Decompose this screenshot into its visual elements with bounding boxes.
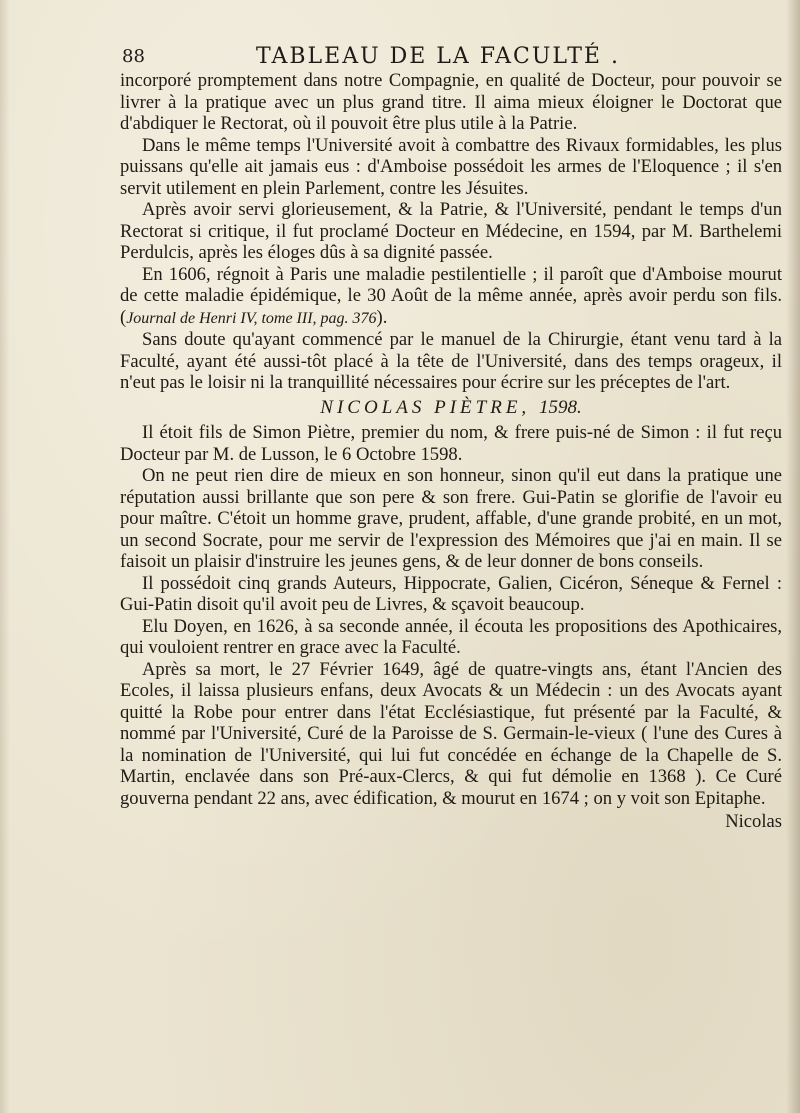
paragraph: Il possédoit cinq grands Auteurs, Hippocrate, Galien, Cicéron, Séneque & Fernel : Gui-Patin disoit qu'il avoit peu de Livres, & sçavoit beaucoup. <box>120 572 782 615</box>
paragraph: On ne peut rien dire de mieux en son honneur, sinon qu'il eut dans la pratique une réputation aussi brillante que son pere & son frere. Gui-Patin se glorifie de l'avoir eu pour maître. C'étoit un homme grave, prudent, affable, d'une grande probité, en un mot, un second Socrate, pour me servir de l'expression des Mémoires que j'ai en main. Il se faisoit un plaisir d'instruire les jeunes gens, & de leur donner de bons conseils. <box>120 465 782 572</box>
section-heading <box>120 397 782 419</box>
page-right-shadow <box>786 0 800 1113</box>
catchword: Nicolas <box>725 811 782 832</box>
heading-year: 1598. <box>538 396 582 418</box>
paragraph: Dans le même temps l'Université avoit à combattre des Rivaux formidables, les plus puissans qu'elle ait jamais eus : d'Amboise possédoit les armes de l'Eloquence ; il s'en servit utilement en plein Parlement, contre les Jésuites. <box>120 134 782 199</box>
paragraph-text-end: ). <box>376 306 388 328</box>
journal-reference: Journal de Henri IV, tome III, pag. 376 <box>126 309 377 327</box>
heading-name: NICOLAS PIÈTRE, <box>320 396 531 418</box>
running-title: TABLEAU DE LA FACULTÉ . <box>256 44 620 69</box>
paragraph: Elu Doyen, en 1626, à sa seconde année, il écouta les propositions des Apothicaires, qui vouloient rentrer en grace avec la Faculté. <box>120 615 782 658</box>
paragraph: Sans doute qu'ayant commencé par le manuel de la Chirurgie, étant venu tard à la Faculté, ayant été aussi-tôt placé à la tête de l'Université, dans des temps orageux, il n'eut pas le loisir ni la tranquillité nécessaires pour écrire sur les préceptes de l'art. <box>120 329 782 393</box>
paragraph: Il étoit fils de Simon Piètre, premier du nom, & frere puis-né de Simon : il fut reçu Docteur par M. de Lusson, le 6 Octobre 1598. <box>120 422 782 465</box>
page-left-shadow <box>0 0 10 1113</box>
paragraph-text: En 1606, régnoit à Paris une maladie pestilentielle ; il paroît que d'Amboise mourut de cette maladie épidémique, le 30 Août de la même année, après avoir perdu son fils. ( <box>120 263 782 328</box>
paragraph: Après avoir servi glorieusement, & la Patrie, & l'Université, pendant le temps d'un Rectorat si critique, il fut proclamé Docteur en Médecine, en 1594, par M. Barthelemi Perdulcis, après les éloges dûs à sa dignité passée. <box>120 199 782 263</box>
page-number: 88 <box>122 46 145 67</box>
paragraph: Après sa mort, le 27 Février 1649, âgé de quatre-vingts ans, étant l'Ancien des Ecoles, il laissa plusieurs enfans, deux Avocats & un Médecin : un des Avocats ayant quitté la Robe pour entrer dans l'état Ecclésiastique, fut présenté par la Faculté, & nommé par l'Université, Curé de la Paroisse de S. Germain-le-vieux ( l'une des Cures à la nomination de l'Université, qui lui fut concédée en échange de la Chapelle de S. Martin, enclavée dans son Pré-aux-Clercs, & qui fut démolie en 1368 ). Ce Curé gouverna pendant 22 ans, avec édification, & mourut en 1674 ; on y voit son Epitaphe. <box>120 658 782 809</box>
paragraph <box>120 264 782 330</box>
paragraph: incorporé promptement dans notre Compagnie, en qualité de Docteur, pour pouvoir se livrer à la pratique avec un plus grand titre. Il aima mieux éloigner le Doctorat que d'abdiquer le Rectorat, où il pouvoit être plus utile à la Patrie. <box>120 70 782 134</box>
page-header <box>120 40 680 74</box>
body-text <box>120 70 782 833</box>
